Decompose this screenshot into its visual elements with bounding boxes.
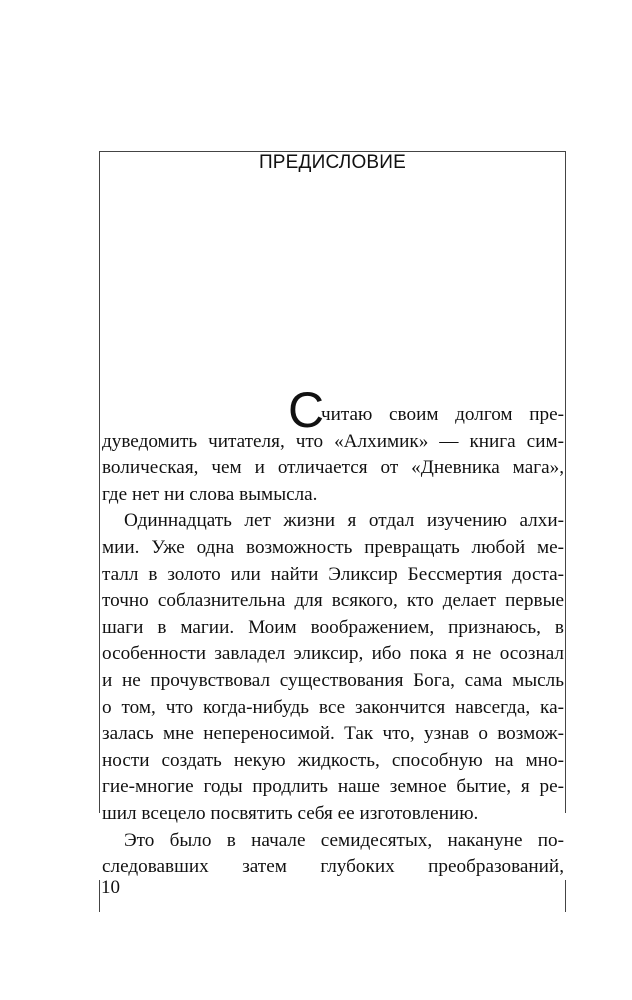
text-line: волическая, чем и отличается от «Дневника мага», (102, 457, 564, 479)
text-line: следовавших затем глубоких преобразований, (102, 856, 564, 878)
page-number: 10 (101, 877, 120, 898)
text-line: точно соблазнительна для всякого, кто делает первые (102, 590, 564, 612)
text-line: залась мне непереносимой. Так что, узнав о возмож- (102, 723, 564, 745)
text-line: и не прочувствовал существования Бога, сама мысль (102, 669, 564, 691)
section-title: ПРЕДИСЛОВИЕ (258, 152, 407, 173)
text-line: талл в золото или найти Эликсир Бессмертия доста- (102, 563, 564, 585)
text-line: мии. Уже одна возможность превращать любой ме- (102, 536, 564, 558)
text-line (102, 382, 564, 438)
body-text (102, 382, 564, 881)
page-frame-right-bottom-rule (565, 880, 566, 912)
drop-cap: С (288, 382, 325, 438)
text-line: шил всецело посвятить себя ее изготовлению. (102, 802, 479, 824)
page-frame-left-bottom-rule (99, 880, 100, 912)
text-line: дуведомить читателя, что «Алхимик» — книга сим- (102, 430, 564, 452)
text-line: ности создать некую жидкость, способную на мно- (102, 749, 564, 771)
page-frame-left-rule (99, 151, 100, 813)
text-line: Одиннадцать лет жизни я отдал изучению алхи- (124, 510, 564, 532)
text-line: о том, что когда-нибудь все закончится навсегда, ка- (102, 696, 564, 718)
text-line: особенности завладел эликсир, ибо пока я не осознал (102, 643, 564, 665)
text-line: Это было в начале семидесятых, накануне по- (124, 829, 564, 851)
text-line-content: читаю своим долгом пре- (321, 404, 564, 425)
page-frame-right-rule (565, 151, 566, 813)
text-line: шаги в магии. Моим воображением, признаюсь, в (102, 616, 564, 638)
text-line: гие-многие годы продлить наше земное бытие, я ре- (102, 776, 564, 798)
text-line: где нет ни слова вымысла. (102, 483, 318, 505)
